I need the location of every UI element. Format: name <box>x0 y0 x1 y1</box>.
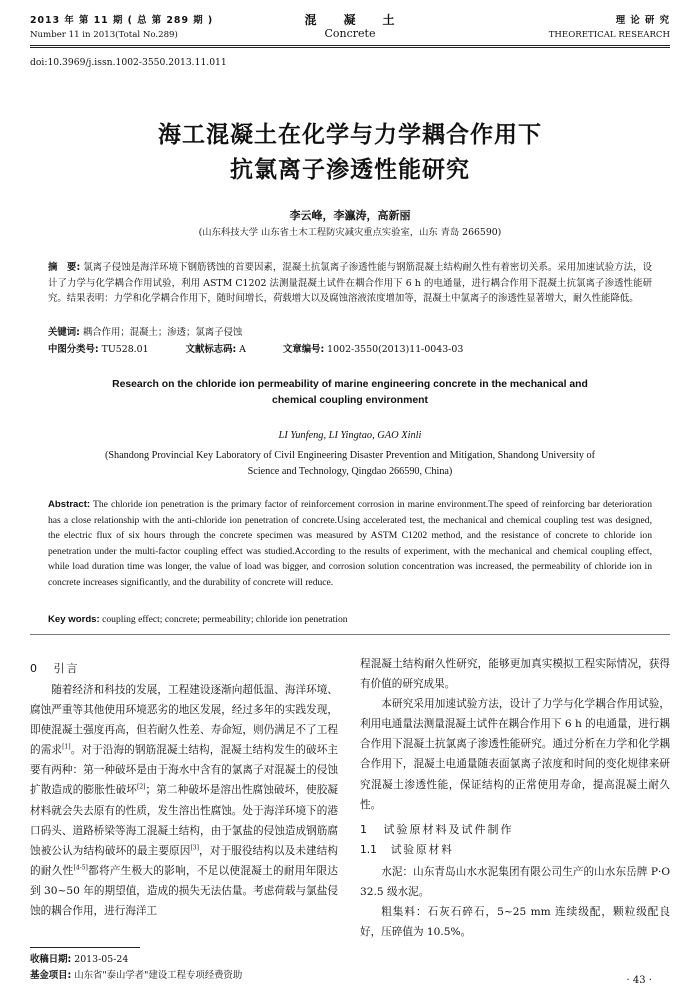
cement-paragraph: 水泥：山东青岛山水水泥集团有限公司生产的山水东岳牌 P·O 32.5 级水泥。 <box>360 866 670 899</box>
intro-text-3: ；第二种破坏是溶出性腐蚀破坏，使胶凝材料就会失去原有的性质，发生溶出性腐蚀。处于海洋环境下的港口码头、道路桥梁等海工混凝土结构，由于氯盐的侵蚀造成钢筋腐蚀被公认为结构破坏的最主要原因 <box>30 784 339 857</box>
issue-number-en: Number 11 in 2013(Total No.289) <box>30 30 178 40</box>
intro-continued: 程混凝土结构耐久性研究，能够更加真实模拟工程实际情况，获得有价值的研究成果。 <box>360 658 670 691</box>
fund-label: 基金项目: <box>30 970 72 981</box>
issue-number-cn: 2013 年 第 11 期 ( 总 第 289 期 ) <box>30 15 214 26</box>
clc-value: TU528.01 <box>101 344 149 355</box>
section-1-heading <box>360 821 514 837</box>
keywords-cn <box>48 325 652 341</box>
right-column-top <box>360 654 670 815</box>
affiliation-cn: (山东科技大学 山东省土木工程防灾减灾重点实验室，山东 青岛 266590) <box>198 227 502 238</box>
keywords-cn-text: 耦合作用；混凝土；渗透；氯离子侵蚀 <box>82 327 243 338</box>
title-cn-line-2: 抗氯离子渗透性能研究 <box>230 157 470 183</box>
received-value: 2013-05-24 <box>74 954 129 965</box>
journal-name-cn: 混 凝 土 <box>304 13 396 27</box>
aggregate-paragraph: 粗集料：石灰石碎石，5~25 mm 连续级配，颗粒级配良好，压碎值为 10.5%。 <box>360 906 670 939</box>
section-1-title: 试验原材料及试件制作 <box>383 823 514 836</box>
page-number: · 43 · <box>626 975 652 986</box>
affiliation-en-line-2: Science and Technology, Qingdao 266590, China) <box>247 466 453 477</box>
section-category-cn: 理 论 研 究 <box>615 15 670 26</box>
received-label: 收稿日期: <box>30 954 72 965</box>
article-no-value: 1002-3550(2013)11-0043-03 <box>327 344 464 355</box>
abstract-en-text: The chloride ion penetration is the primary factor of reinforcement corrosion in marine environment.The speed of reinforcing bar deterioration has a close relationship with the anti-chloride ion penetration of concrete.Using accelerated test, the mechanical and chemical coupling test was designed, the electric flux of six hours through the concrete specimen was measured by ASTM C1202 method, and the resistance of concrete to chloride ion penetration under the multi-factor coupling effect was studied.According to the results of experiment, with the mechanical and chemical coupling effect, while load duration time was longer, the value of load was bigger, and corrosion solution concentration was increased, the permeability of chloride ion in concrete increases significantly, and the durability of concrete will reduce. <box>48 499 652 588</box>
title-en-line-2: chemical coupling environment <box>272 395 428 406</box>
abstract-cn-text: 氯离子侵蚀是海洋环境下钢筋锈蚀的首要因素，混凝土抗氯离子渗透性能与钢筋混凝土结构耐久性有着密切关系。采用加速试验方法，设计了力学与化学耦合作用试验，利用 ASTM C1202 法测量混凝土试件在耦合作用下 6 h 的电通量，进行耦合作用下混凝土抗氯离子渗透性能研究。结果表明：力学和化学耦合作用下，随时间增长，荷载增大以及腐蚀溶液浓度增加等，混凝土中氯离子的渗透性显著增大，耐久性能降低。 <box>48 262 653 305</box>
intro-text-4: ，对于服役结构以及未建结构的耐久性 <box>30 844 339 877</box>
section-0-heading <box>30 660 80 676</box>
keywords-en-label: Key words: <box>48 614 100 625</box>
doc-code-value: A <box>239 344 246 355</box>
article-no-label: 文章编号: <box>282 344 325 355</box>
keywords-en <box>48 612 652 628</box>
section-category-en: THEORETICAL RESEARCH <box>548 30 670 40</box>
abstract-cn <box>48 260 652 307</box>
title-en-line-1: Research on the chloride ion permeability of marine engineering concrete in the mechanical and <box>112 379 588 390</box>
section-1-1-number: 1.1 <box>360 844 377 856</box>
keywords-cn-label: 关键词: <box>48 327 80 338</box>
ref-1: [1] <box>62 743 71 751</box>
section-1-1-title: 试验原材料 <box>390 844 454 856</box>
intro-paragraph <box>30 680 338 921</box>
left-column <box>30 680 338 921</box>
title-cn-line-1: 海工混凝土在化学与力学耦合作用下 <box>158 122 542 148</box>
abstract-cn-label: 摘 要: <box>48 262 81 273</box>
intro-text-1: 随着经济和科技的发展，工程建设逐渐向超低温、海洋环境、腐蚀严重等其他使用环境恶劣的地区发展，经过多年的实践发现，即使混凝土强度再高，但若耐久性差、寿命短，则仍满足不了工程的需求 <box>30 684 338 757</box>
affiliation-en-line-1: (Shandong Provincial Key Laboratory of Civil Engineering Disaster Prevention and Mitigation, Shandong University of <box>104 450 596 461</box>
ref-3: [3] <box>190 844 199 852</box>
doc-code-label: 文献标志码: <box>185 344 237 355</box>
abstract-divider <box>30 634 670 635</box>
section-0-number: 0 <box>30 662 39 675</box>
clc-label: 中图分类号: <box>48 344 99 355</box>
header-rule <box>30 45 670 46</box>
intro-text-5: 都将产生极大的影响，不足以使混凝土的耐用年限达到 30~50 年的期望值，造成的损失无法估量。考虑荷载与氯盐侵蚀的耦合作用，进行海洋工 <box>30 864 339 918</box>
intro-text-2: 。对于沿海的钢筋混凝土结构，混凝土结构发生的破坏主要有两种：第一种破坏是由于海水中含有的氯离子对混凝土的侵蚀扩散造成的膨胀性破坏 <box>30 744 339 797</box>
keywords-en-text: coupling effect; concrete; permeability; chloride ion penetration <box>102 614 348 625</box>
footnote-rule <box>30 947 140 948</box>
received-date <box>30 952 338 968</box>
ref-2: [2] <box>137 783 146 791</box>
journal-name-en: Concrete <box>324 27 376 40</box>
doi: doi:10.3969/j.issn.1002-3550.2013.11.011 <box>30 57 227 68</box>
section-0-title: 引言 <box>53 662 80 675</box>
section-1-1-heading <box>360 842 454 857</box>
right-column-materials <box>360 862 670 942</box>
ref-4-5: [4-5] <box>73 864 88 872</box>
fund-project <box>30 968 338 984</box>
section-1-number: 1 <box>360 823 369 836</box>
research-paragraph: 本研究采用加速试验方法，设计了力学与化学耦合作用试验，利用电通量法测量混凝土试件在耦合作用下 6 h 的电通量，进行耦合作用下混凝土抗氯离子渗透性能研究。通过分析在力学和化学耦合作用下，混凝土电通量随表面氯离子浓度和时间的变化规律来研究混凝土渗透性能，保证结构的正常使用寿命，提高混凝土耐久性。 <box>360 698 670 811</box>
abstract-en <box>48 497 652 591</box>
abstract-en-label: Abstract: <box>48 499 91 510</box>
classification-line <box>48 342 652 358</box>
authors-cn: 李云峰，李瀛涛，高新丽 <box>289 209 411 222</box>
authors-en: LI Yunfeng, LI Yingtao, GAO Xinli <box>278 430 422 441</box>
header-rule-thin <box>30 47 670 48</box>
fund-value: 山东省"泰山学者"建设工程专项经费资助 <box>74 970 243 981</box>
